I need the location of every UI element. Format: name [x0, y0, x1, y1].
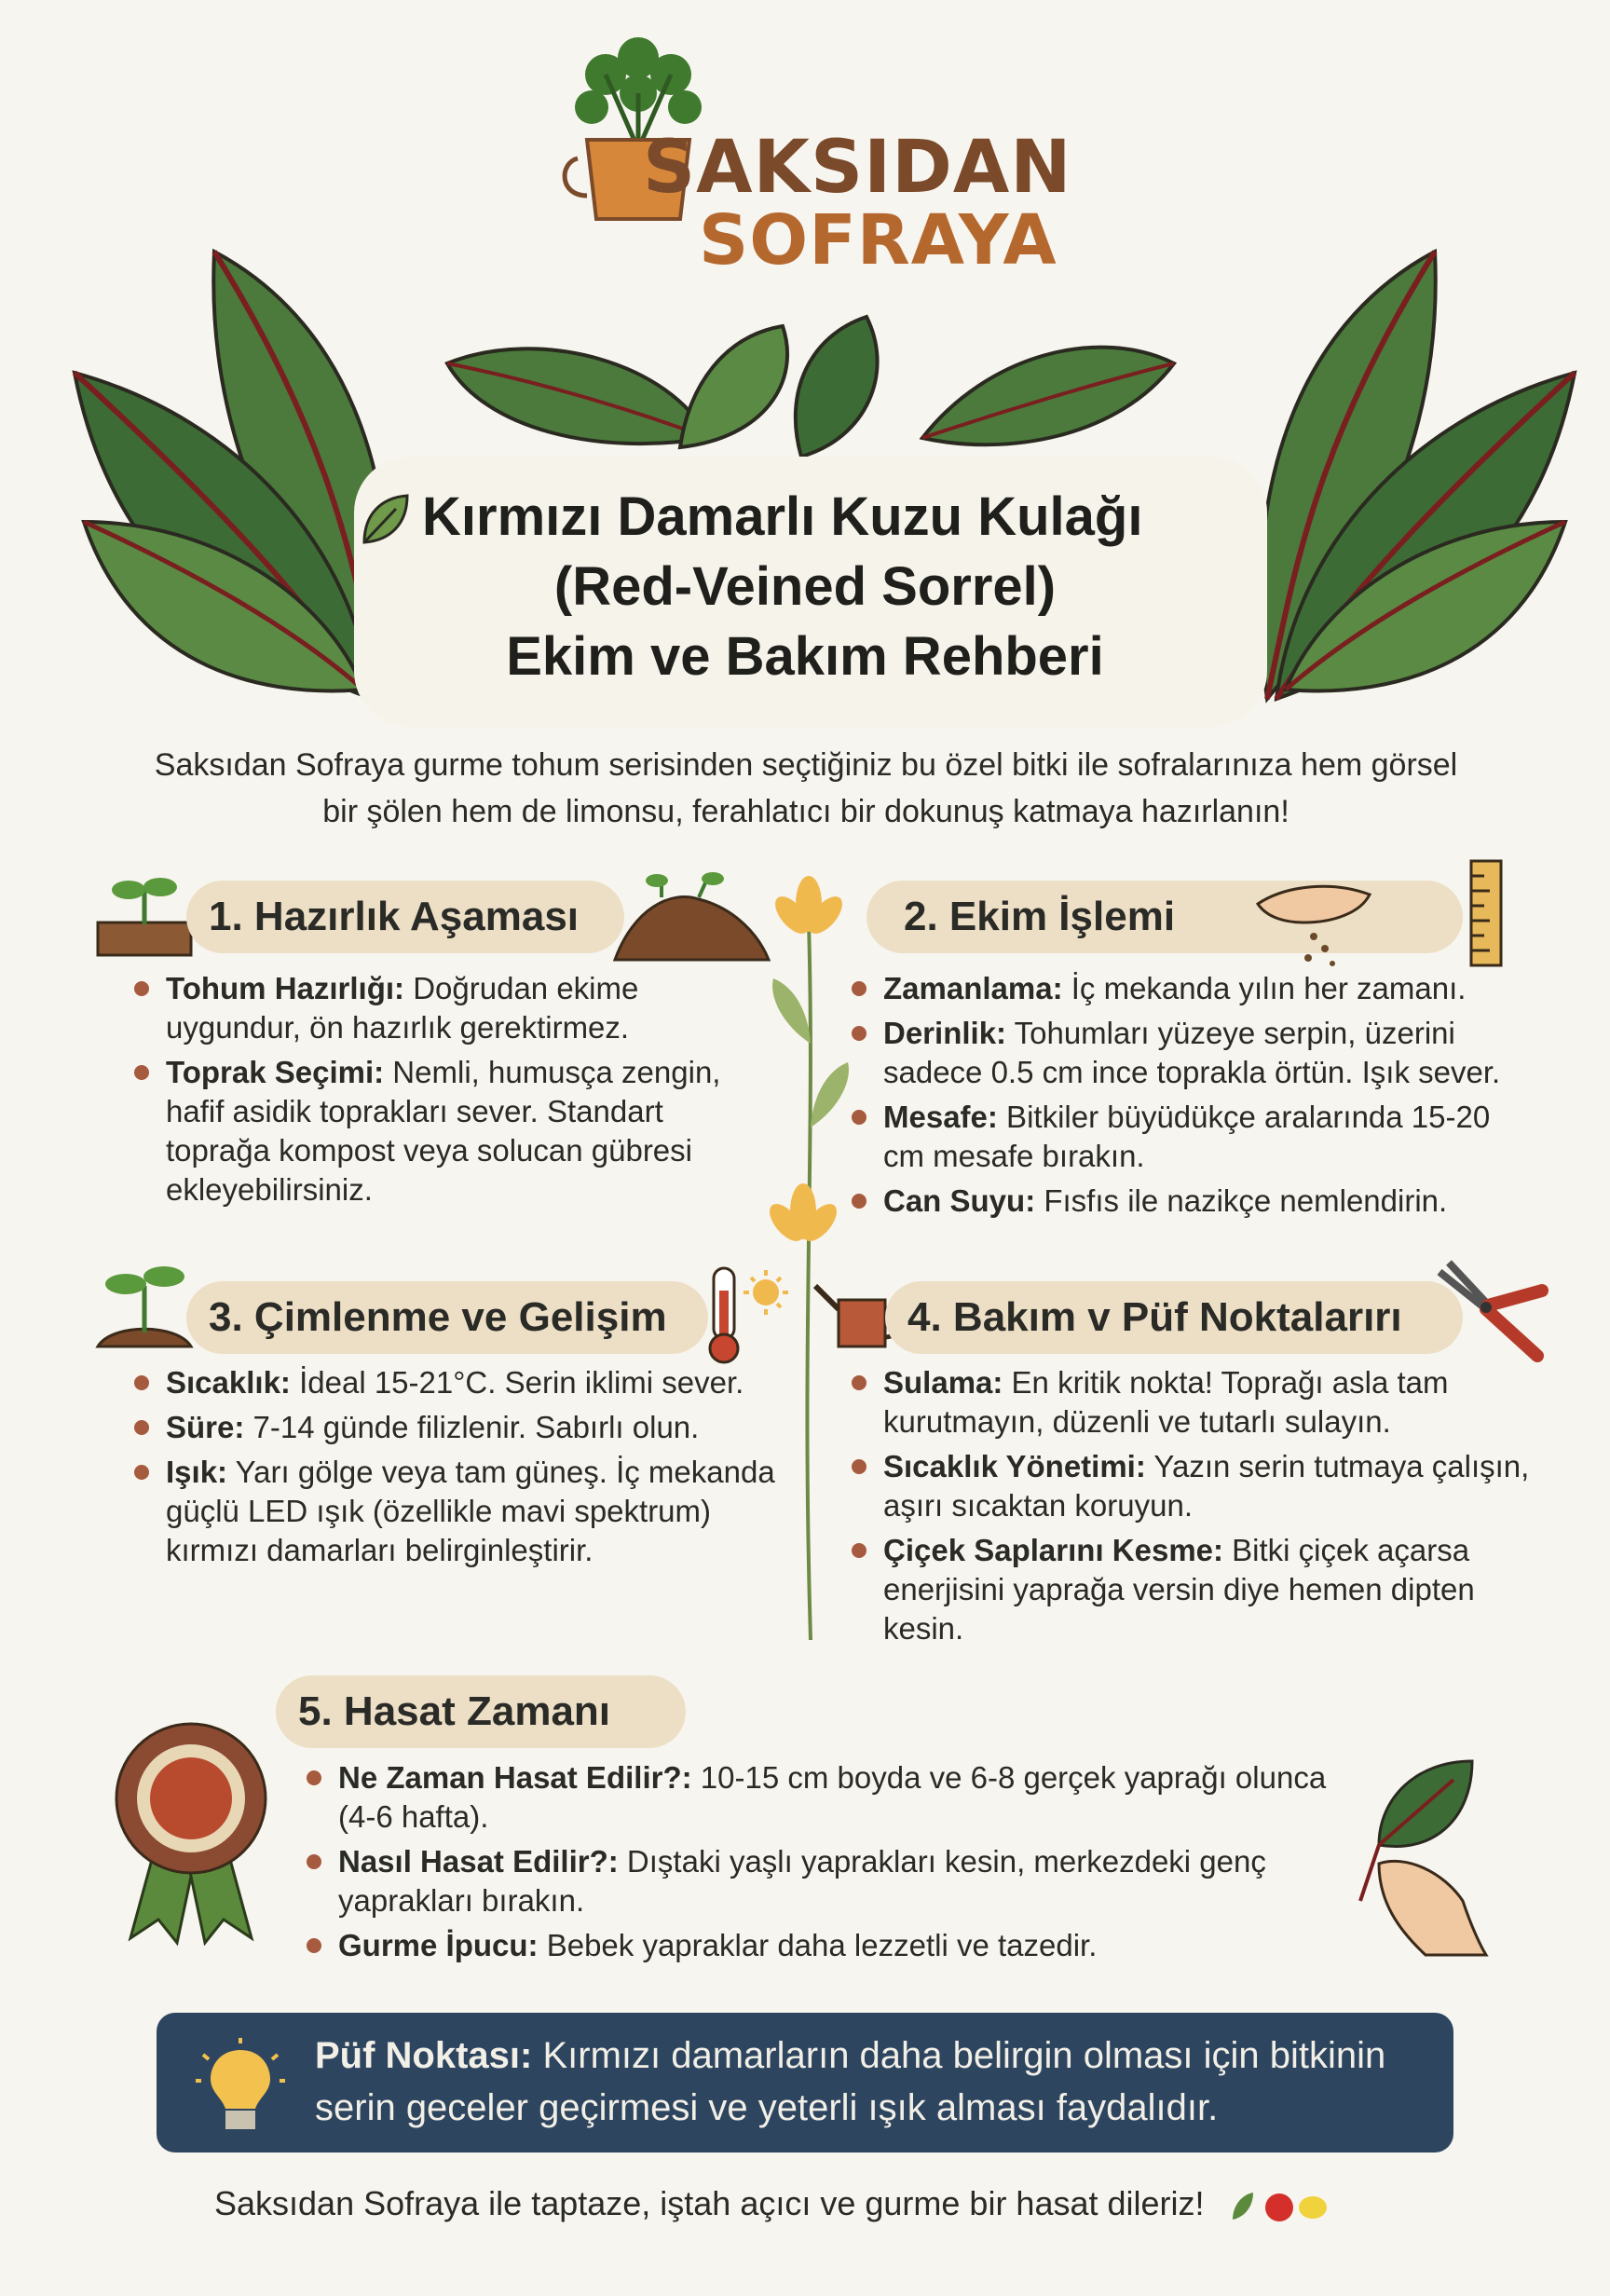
list-item: Mesafe: Bitkiler büyüdükçe aralarında 15-20 cm mesafe bırakın. [848, 1098, 1537, 1176]
section-1-list [130, 969, 745, 1215]
footer-text [214, 2180, 1426, 2227]
soil-pile-icon [606, 871, 773, 964]
brand-logo [559, 37, 1072, 280]
pruning-shears-icon [1421, 1253, 1551, 1365]
list-item: Gurme İpucu: Bebek yapraklar daha lezzetli ve tazedir. [303, 1926, 1346, 1965]
seedling-soil-icon [93, 867, 196, 960]
intro-text: Saksıdan Sofraya gurme tohum serisinden seçtiğiniz bu özel bitki ile sofralarınıza hem görsel bir şölen hem de limonsu, ferahlatıcı bir dokunuş katmaya hazırlanın! [154, 747, 1458, 829]
list-item: Çiçek Saplarını Kesme: Bitki çiçek açarsa enerjisini yaprağa versin diye hemen dipten kesin. [848, 1531, 1537, 1648]
list-item: Zamanlama: İç mekanda yılın her zamanı. [848, 969, 1537, 1008]
sorrel-leaf-icon [359, 492, 411, 548]
ruler-icon [1467, 857, 1505, 969]
sowing-hand-icon [1248, 867, 1379, 969]
section-4-list [848, 1363, 1537, 1654]
list-item: Tohum Hazırlığı: Doğrudan ekime uygundur, ön hazırlık gerektirmez. [130, 969, 745, 1047]
list-item: Sulama: En kritik nokta! Toprağı asla tam kurutmayın, düzenli ve tutarlı sulayın. [848, 1363, 1537, 1442]
lightbulb-icon [194, 2036, 287, 2139]
section-1-heading: 1. Hazırlık Aşaması [186, 881, 624, 953]
list-item: Ne Zaman Hasat Edilir?: 10-15 cm boyda ve 6-8 gerçek yaprağı olunca (4-6 hafta). [303, 1758, 1346, 1837]
sorrel-leaves-center-illustration [429, 308, 1193, 475]
list-item: Nasıl Hasat Edilir?: Dıştaki yaşlı yaprakları kesin, merkezdeki genç yaprakları bırakın. [303, 1842, 1346, 1920]
page-title-line-2: (Red-Veined Sorrel) [553, 556, 1057, 617]
sprout-icon [93, 1249, 196, 1351]
section-5-heading: 5. Hasat Zamanı [276, 1675, 686, 1748]
tip-text: Püf Noktası: Kırmızı damarların daha belirgin olması için bitkinin serin geceler geçirmesi ve yeterli ışık alması faydalıdır. [315, 2035, 1386, 2128]
list-item: Süre: 7-14 günde filizlenir. Sabırlı olun. [130, 1408, 783, 1447]
section-2-heading: 2. Ekim İşlemi [866, 881, 1463, 953]
list-item: Sıcaklık: İdeal 15-21°C. Serin iklimi sever. [130, 1363, 783, 1402]
section-5-list [303, 1758, 1346, 1971]
list-item: Toprak Seçimi: Nemli, humusça zengin, hafif asidik toprakları sever. Standart toprağa kompost veya solucan gübresi ekleyebilirsiniz. [130, 1053, 745, 1210]
tip-box [157, 2013, 1453, 2152]
section-4-heading: 4. Bakım v Püf Noktalarırı [885, 1281, 1463, 1354]
list-item: Sıcaklık Yönetimi: Yazın serin tutmaya çalışın, aşırı sıcaktan koruyun. [848, 1447, 1537, 1525]
thermometer-sun-icon [699, 1263, 792, 1365]
hand-holding-leaf-icon [1342, 1742, 1491, 1957]
logo-line-1: SAKSIDAN [643, 126, 1072, 210]
list-item: Derinlik: Tohumları yüzeye serpin, üzerini sadece 0.5 cm ince toprakla örtün. Işık sever. [848, 1014, 1537, 1092]
logo-line-2: SOFRAYA [699, 200, 1057, 280]
list-item: Işık: Yarı gölge veya tam güneş. İç mekanda güçlü LED ışık (özellikle mavi spektrum) kırmızı damarları belirginleştirir. [130, 1453, 783, 1570]
page-title-line-1: Kırmızı Damarlı Kuzu Kulağı [422, 486, 1143, 547]
section-3-heading: 3. Çimlenme ve Gelişim [186, 1281, 708, 1354]
list-item: Can Suyu: Fısfıs ile nazikçe nemlendirin. [848, 1182, 1537, 1221]
page-title-line-3: Ekim ve Bakım Rehberi [506, 626, 1104, 687]
footer-message: Saksıdan Sofraya ile taptaze, iştah açıcı ve gurme bir hasat dileriz! [214, 2184, 1205, 2222]
award-rosette-icon [102, 1715, 280, 1948]
section-2-list [848, 969, 1537, 1226]
section-3-list [130, 1363, 783, 1576]
herb-tomato-lemon-icon [1223, 2187, 1335, 2224]
